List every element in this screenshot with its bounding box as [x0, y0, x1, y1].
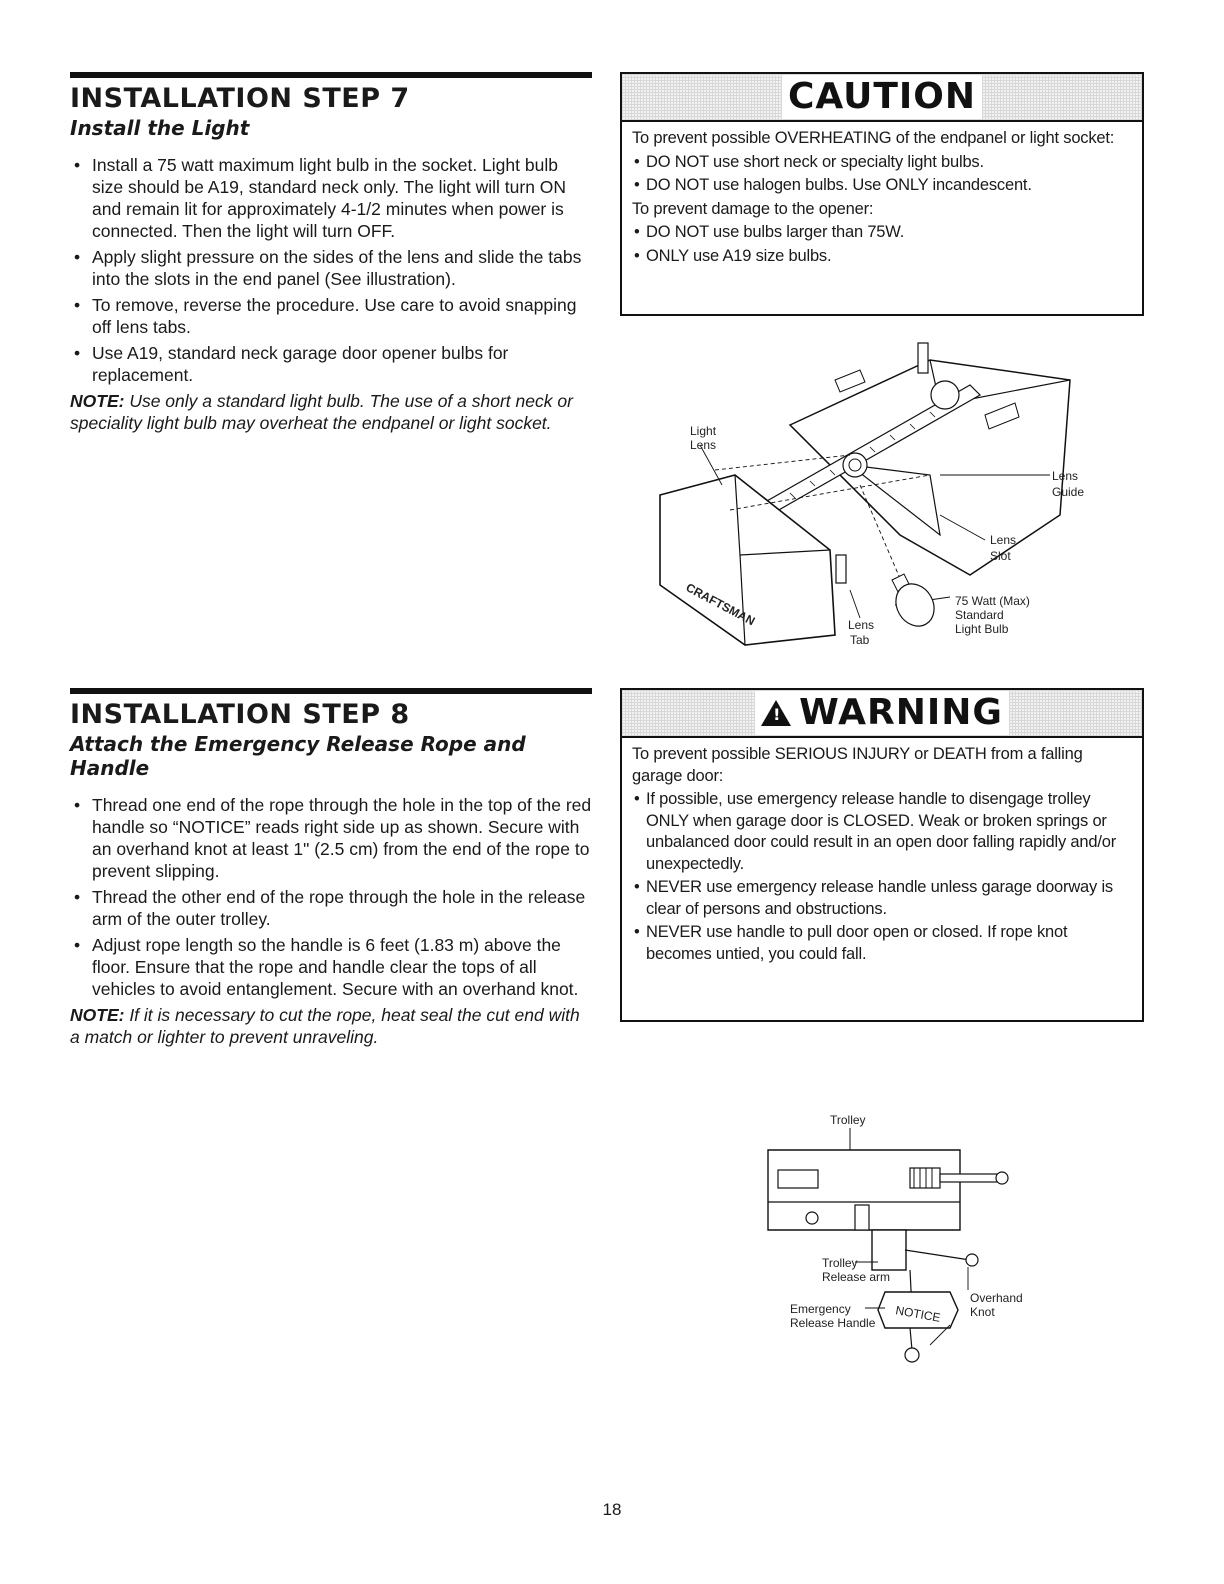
caution-body	[622, 122, 1142, 267]
note-label: NOTE:	[70, 391, 125, 411]
step7-note	[70, 390, 592, 434]
light-bulb	[888, 574, 941, 633]
note-text: If it is necessary to cut the rope, heat seal the cut end with a match or lighter to prevent unraveling.	[70, 1005, 580, 1047]
bulb-label: Light Bulb	[955, 622, 1009, 636]
step8-subtitle: Attach the Emergency Release Rope and Handle	[70, 732, 526, 780]
lens-slot-label: Slot	[990, 549, 1011, 563]
step7-bullets	[70, 154, 592, 386]
trolley-label: Trolley	[830, 1113, 866, 1127]
light-lens-illustration	[640, 335, 1100, 665]
bulb-label: 75 Watt (Max)	[955, 594, 1030, 608]
step8-bullets	[70, 794, 592, 1000]
step7-rule	[70, 72, 592, 78]
caution-item: • DO NOT use short neck or specialty light bulbs.	[632, 152, 1132, 174]
step8-bullet: • Thread the other end of the rope through the hole in the release arm of the outer trolley.	[70, 886, 592, 930]
warning-item: • NEVER use emergency release handle unless garage doorway is clear of persons and obstructions.	[632, 877, 1132, 920]
step8-bullet: • Thread one end of the rope through the hole in the top of the red handle so “NOTICE” reads right side up as shown. Secure with an overhand knot at least 1" (2.5 cm) from the end of the rope to prevent slipping.	[70, 794, 592, 882]
handle-label: Release Handle	[790, 1316, 876, 1330]
note-label: NOTE:	[70, 1005, 125, 1025]
light-lens-label: Light	[690, 424, 717, 438]
caution-banner	[622, 74, 1142, 122]
release-rope-illustration	[760, 1110, 1050, 1370]
step7-title: INSTALLATION STEP 7	[70, 83, 410, 114]
light-lens-diagram	[640, 335, 1100, 665]
handle-notice-text: NOTICE	[894, 1303, 942, 1325]
bulb-label: Standard	[955, 608, 1004, 622]
brand-text: CRAFTSMAN	[683, 580, 758, 629]
step7-bullet: • Apply slight pressure on the sides of the lens and slide the tabs into the slots in the end panel (See illustration).	[70, 246, 592, 290]
release-arm	[872, 1230, 906, 1270]
caution-intro: To prevent possible OVERHEATING of the endpanel or light socket:	[632, 129, 1115, 147]
caution-item: • DO NOT use bulbs larger than 75W.	[632, 222, 1132, 244]
note-text: Use only a standard light bulb. The use of a short neck or speciality light bulb may overheat the endpanel or light socket.	[70, 391, 573, 433]
warning-item: • NEVER use handle to pull door open or closed. If rope knot becomes untied, you could fall.	[632, 922, 1132, 965]
lens-tab-label: Tab	[850, 633, 870, 647]
lens-slot-label: Lens	[990, 533, 1017, 547]
page-number: 18	[602, 1500, 622, 1519]
release-rope-diagram	[760, 1110, 1050, 1370]
warning-intro: To prevent possible SERIOUS INJURY or DEATH from a falling garage door:	[632, 745, 1083, 785]
light-lens-label: Lens	[690, 438, 717, 452]
step8-bullet: • Adjust rope length so the handle is 6 feet (1.83 m) above the floor. Ensure that the rope and handle clear the tops of all vehicles to avoid entanglement. Secure with an overhand knot.	[70, 934, 592, 1000]
lens-tab	[836, 555, 846, 583]
caution-intro: To prevent damage to the opener:	[632, 199, 874, 218]
release-arm-label: Trolley	[822, 1256, 858, 1270]
overhand-knot	[966, 1254, 978, 1266]
lens-tab-label: Lens	[848, 618, 875, 632]
handle-label: Emergency	[790, 1302, 851, 1316]
lens-guide-label: Guide	[1052, 485, 1085, 499]
step7-bullet: • To remove, reverse the procedure. Use care to avoid snapping off lens tabs.	[70, 294, 592, 338]
warning-banner-text: ! WARNING	[755, 691, 1009, 735]
step7-bullet: • Use A19, standard neck garage door opener bulbs for replacement.	[70, 342, 592, 386]
caution-banner-text: CAUTION	[782, 75, 982, 119]
warning-triangle-icon: !	[761, 700, 791, 726]
caution-box	[620, 72, 1144, 316]
step8-title: INSTALLATION STEP 8	[70, 699, 410, 730]
caution-item: • DO NOT use halogen bulbs. Use ONLY incandescent.	[632, 175, 1132, 197]
step7-subtitle: Install the Light	[70, 116, 250, 140]
caution-item: • ONLY use A19 size bulbs.	[632, 246, 1132, 268]
lens-guide-label: Lens	[1052, 469, 1079, 483]
warning-body	[622, 738, 1142, 965]
step7-section	[70, 72, 592, 434]
knot-label: Overhand	[970, 1291, 1023, 1305]
warning-box	[620, 688, 1144, 1022]
release-arm-label: Release arm	[822, 1270, 891, 1284]
warning-banner	[622, 690, 1142, 738]
step7-bullet: • Install a 75 watt maximum light bulb in the socket. Light bulb size should be A19, standard neck only. The light will turn ON and remain lit for approximately 4-1/2 minutes when power is connected. Then the light will turn OFF.	[70, 154, 592, 242]
knot-label: Knot	[970, 1305, 995, 1319]
step8-note	[70, 1004, 592, 1048]
warning-item: • If possible, use emergency release handle to disengage trolley ONLY when garage door is CLOSED. Weak or broken springs or unbalanced door could result in an open door falling rapidly and/or unexpectedly.	[632, 789, 1132, 875]
step8-rule	[70, 688, 592, 694]
step8-section	[70, 688, 592, 1048]
